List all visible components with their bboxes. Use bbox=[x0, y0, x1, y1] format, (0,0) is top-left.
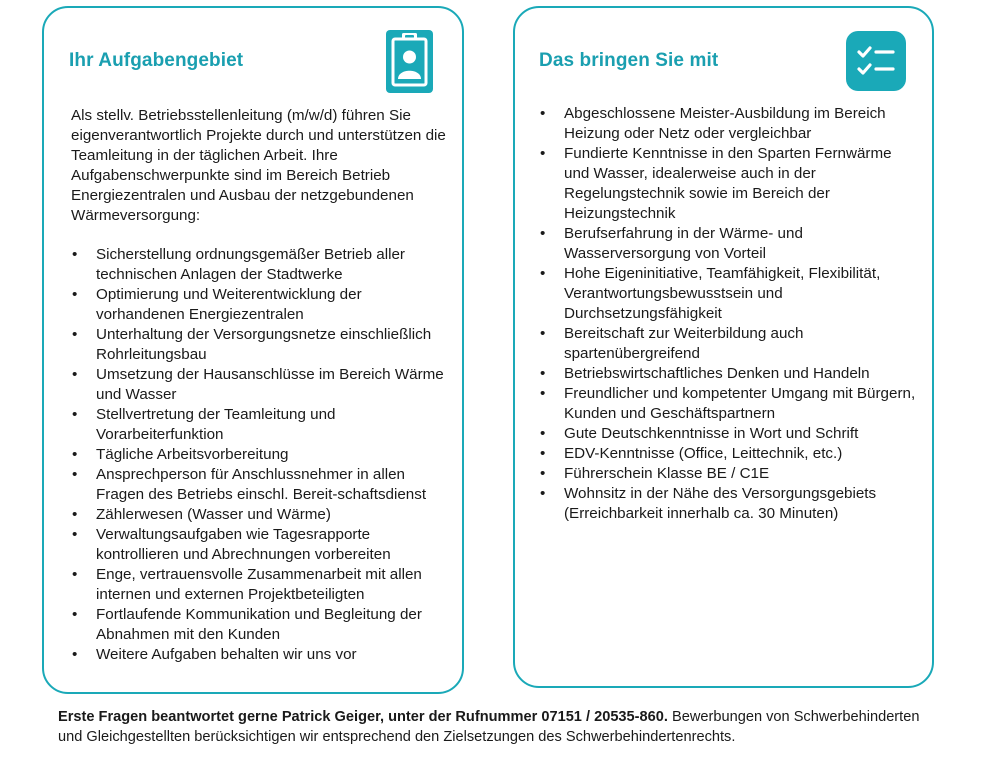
checklist-icon bbox=[846, 31, 906, 91]
footer-note bbox=[58, 707, 938, 747]
list-item: • Wohnsitz in der Nähe des Versorgungsgebiets (Erreichbarkeit innerhalb ca. 30 Minuten) bbox=[539, 484, 919, 524]
list-item: • Umsetzung der Hausanschlüsse im Bereich Wärme und Wasser bbox=[71, 365, 451, 405]
list-item: • Führerschein Klasse BE / C1E bbox=[539, 464, 919, 484]
contact-info: Erste Fragen beantwortet gerne Patrick Geiger, unter der Rufnummer 07151 / 20535-860. bbox=[58, 709, 668, 725]
equal-opportunity-note: Bewerbungen von Schwerbehinderten und Gleichgestellten berücksichtigen wir entsprechend den Zielsetzungen des Schwerbehindertenrechts. bbox=[58, 709, 920, 745]
list-item: • EDV-Kenntnisse (Office, Leittechnik, etc.) bbox=[539, 444, 919, 464]
list-item: • Abgeschlossene Meister-Ausbildung im Bereich Heizung oder Netz oder vergleichbar bbox=[539, 104, 919, 144]
list-item: • Tägliche Arbeitsvorbereitung bbox=[71, 445, 451, 465]
list-item: • Optimierung und Weiterentwicklung der vorhandenen Energiezentralen bbox=[71, 285, 451, 325]
list-item: • Zählerwesen (Wasser und Wärme) bbox=[71, 505, 451, 525]
list-item: • Hohe Eigeninitiative, Teamfähigkeit, Flexibilität, Verantwortungsbewusstsein und Durchsetzungsfähigkeit bbox=[539, 264, 919, 324]
list-item: • Enge, vertrauensvolle Zusammenarbeit mit allen internen und externen Projektbeteiligten bbox=[71, 565, 451, 605]
tasks-intro: Als stellv. Betriebsstellenleitung (m/w/d) führen Sie eigenverantwortlich Projekte durch und unterstützen die Teamleitung in der täglichen Arbeit. Ihre Aufgabenschwerpunkte sind im Bereich Betrieb Energiezentralen und Ausbau der netzgebundenen Wärmeversorgung: bbox=[71, 107, 446, 224]
tasks-content bbox=[71, 106, 451, 665]
list-item: • Berufserfahrung in der Wärme- und Wasserversorgung von Vorteil bbox=[539, 224, 919, 264]
tasks-list bbox=[71, 245, 451, 665]
requirements-card bbox=[513, 6, 934, 688]
requirements-card-title: Das bringen Sie mit bbox=[539, 50, 719, 71]
clipboard-person-icon bbox=[386, 30, 433, 93]
list-item: • Betriebswirtschaftliches Denken und Handeln bbox=[539, 364, 919, 384]
list-item: • Sicherstellung ordnungsgemäßer Betrieb aller technischen Anlagen der Stadtwerke bbox=[71, 245, 451, 285]
requirements-content bbox=[539, 104, 919, 524]
list-item: • Bereitschaft zur Weiterbildung auch spartenübergreifend bbox=[539, 324, 919, 364]
list-item: • Stellvertretung der Teamleitung und Vorarbeiterfunktion bbox=[71, 405, 451, 445]
list-item: • Ansprechperson für Anschlussnehmer in allen Fragen des Betriebs einschl. Bereit-schaftsdienst bbox=[71, 465, 451, 505]
list-item: • Fundierte Kenntnisse in den Sparten Fernwärme und Wasser, idealerweise auch in der Regelungstechnik sowie im Bereich der Heizungstechnik bbox=[539, 144, 919, 224]
requirements-list bbox=[539, 104, 919, 524]
list-item: • Verwaltungsaufgaben wie Tagesrapporte kontrollieren und Abrechnungen vorbereiten bbox=[71, 525, 451, 565]
list-item: • Unterhaltung der Versorgungsnetze einschließlich Rohrleitungsbau bbox=[71, 325, 451, 365]
tasks-card-title: Ihr Aufgabengebiet bbox=[69, 50, 244, 71]
list-item: • Freundlicher und kompetenter Umgang mit Bürgern, Kunden und Geschäftspartnern bbox=[539, 384, 919, 424]
list-item: • Weitere Aufgaben behalten wir uns vor bbox=[71, 645, 451, 665]
list-item: • Gute Deutschkenntnisse in Wort und Schrift bbox=[539, 424, 919, 444]
tasks-card bbox=[42, 6, 464, 694]
list-item: • Fortlaufende Kommunikation und Begleitung der Abnahmen mit den Kunden bbox=[71, 605, 451, 645]
